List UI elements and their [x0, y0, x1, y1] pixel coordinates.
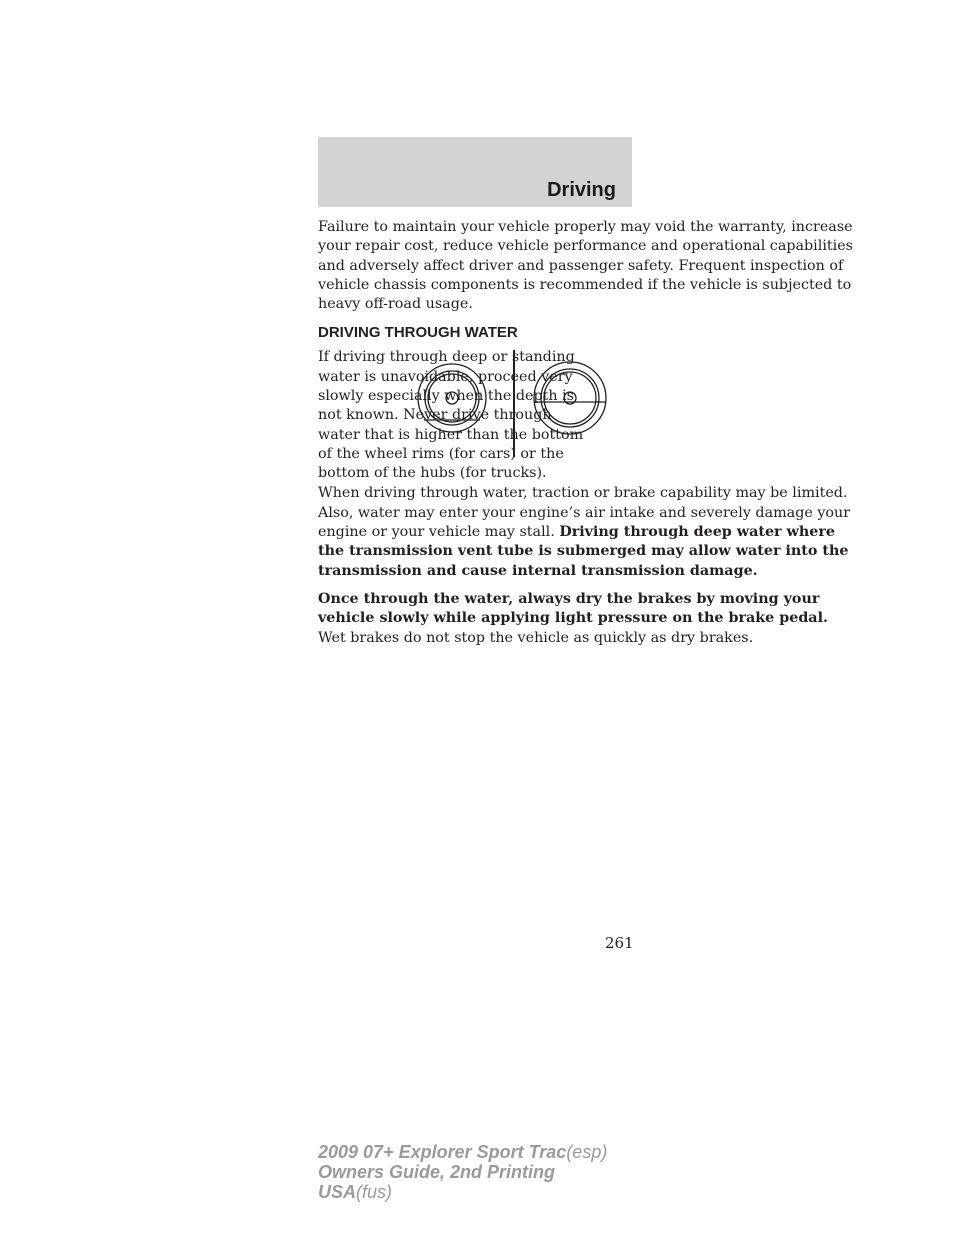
page-number: 261 [605, 934, 634, 952]
driving-through-water-heading: DRIVING THROUGH WATER [318, 324, 518, 342]
intro-paragraph [318, 218, 854, 314]
document-footer [318, 1142, 607, 1202]
water-depth-line: slowly especially when the depth is [318, 388, 575, 405]
dry-brakes-line: vehicle slowly while applying light pressure on the brake pedal. [318, 610, 828, 627]
intro-line: Failure to maintain your vehicle properly may void the warranty, increase [318, 219, 853, 235]
stall-text: engine or your vehicle may stall. [318, 524, 560, 541]
header-band [318, 137, 632, 207]
page-content [318, 218, 854, 657]
truck-wheel-hub-diagram [534, 362, 606, 434]
footer-market-code: (fus) [356, 1182, 393, 1202]
water-depth-line: bottom of the hubs (for trucks). [318, 465, 547, 482]
footer-model: 2009 07+ Explorer Sport Trac [318, 1142, 567, 1162]
water-depth-row [318, 348, 638, 482]
car-wheel-rim-diagram [418, 364, 486, 432]
wet-brakes-line: Wet brakes do not stop the vehicle as quickly as dry brakes. [318, 629, 754, 646]
footer-printing: Owners Guide, 2nd Printing [318, 1162, 556, 1182]
section-title: Driving [547, 179, 616, 201]
traction-line: Also, water may enter your engine’s air intake and severely damage your [318, 504, 851, 521]
traction-paragraph [318, 484, 851, 580]
transmission-warning-start: Driving through deep water where [559, 524, 835, 541]
transmission-warning-line: the transmission vent tube is submerged may allow water into the [318, 543, 849, 560]
traction-line [318, 523, 835, 542]
traction-line: When driving through water, traction or brake capability may be limited. [318, 485, 848, 502]
intro-line: your repair cost, reduce vehicle performance and operational capabilities [318, 238, 854, 255]
water-depth-line: If driving through deep or standing [318, 349, 575, 366]
footer-market-line [318, 1182, 607, 1202]
water-depth-line: of the wheel rims (for cars) or the [318, 445, 564, 462]
dry-brakes-paragraph [318, 590, 828, 648]
footer-model-line [318, 1142, 607, 1162]
footer-model-code: (esp) [566, 1142, 608, 1162]
footer-market: USA [318, 1182, 357, 1202]
intro-line: vehicle chassis components is recommended if the vehicle is subjected to [318, 276, 852, 293]
water-depth-line: not known. Never drive through [318, 407, 552, 424]
water-depth-line: water that is higher than the bottom [318, 426, 584, 443]
intro-line: heavy off-road usage. [318, 296, 473, 313]
wheel-water-depth-illustration [410, 348, 610, 468]
water-depth-line: water is unavoidable, proceed very [318, 368, 573, 385]
transmission-warning-line: transmission and cause internal transmission damage. [318, 562, 758, 579]
intro-line: and adversely affect driver and passenger safety. Frequent inspection of [318, 257, 844, 274]
dry-brakes-line: Once through the water, always dry the brakes by moving your [318, 590, 820, 607]
